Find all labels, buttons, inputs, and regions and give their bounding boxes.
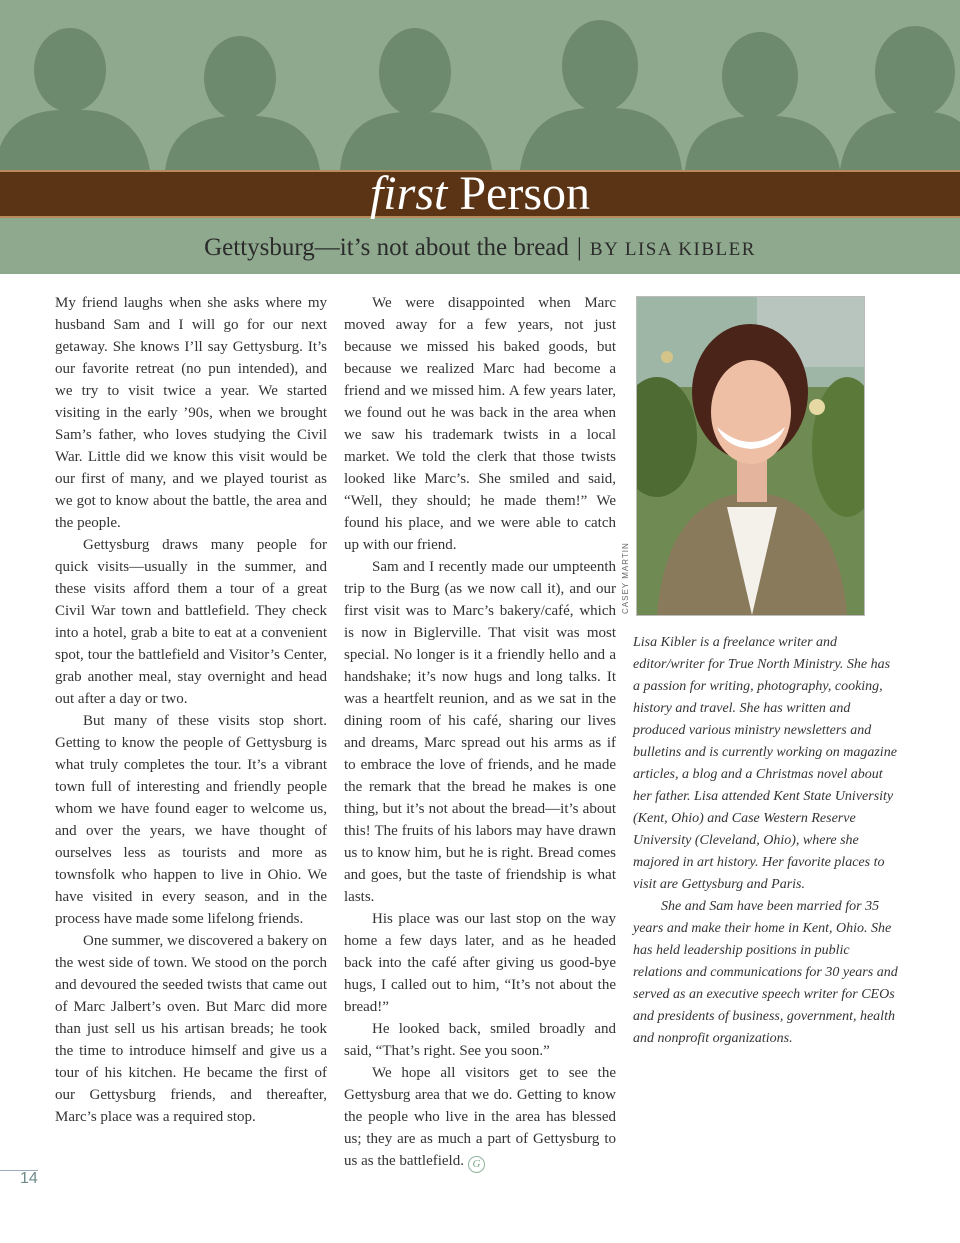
- paragraph: We were disappointed when Marc moved away for a few years, not just because we missed his baked goods, but because we realized Marc had become a friend and we missed him. A few years later, we found out he was back in the area when we saw his trademark twists in a local market. We told the clerk that those twists looked like Marc’s. She smiled and said, “Well, they should; he made them!” We found his place, and we were able to catch up with our friend.: [344, 295, 616, 553]
- paragraph: One summer, we discovered a bakery on the west side of town. We stood on the porch and devoured the seeded twists that came out of Marc Jalbert’s oven. But Marc did more than just sell us his artisan breads; he took the time to introduce himself and give us a tour of his kitchen. He became the first of our Gettysburg friends, and thereafter, Marc’s place was a required stop.: [55, 933, 327, 1125]
- silhouettes-illustration: [0, 0, 960, 170]
- headline-text: Gettysburg—it’s not about the bread: [204, 234, 569, 261]
- silhouette-1: [0, 28, 150, 170]
- paragraph: Gettysburg draws many people for quick visits—usually in the summer, and these visits afford them a tour of a great Civil War town and battlefield. They check into a hotel, grab a bite to eat at a convenient spot, tour the battlefield and Visitor’s Center, grab another meal, stay overnight and head out after a day or two.: [55, 537, 327, 707]
- paragraph: Sam and I recently made our umpteenth trip to the Burg (as we now call it), and our first visit was to Marc’s bakery/café, which is now in Biglerville. That visit was most special. No longer is it a friendly hello and a handshake; it’s now hugs and long talks. It was a heartfelt reunion, and as we sat in the dining room of his café, sharing our lives and dreams, Marc spread out his arms as if to embrace the love of friends, and he made the remark that the bread he makes is one thing, but it’s not about the bread—it’s about this! The fruits of his labors may have drawn us to know him, but he is right. Bread comes and goes, but the taste of friendship is what lasts.: [344, 559, 616, 905]
- paragraph: He looked back, smiled broadly and said, “That’s right. See you soon.”: [344, 1021, 616, 1059]
- section-title: [0, 166, 960, 222]
- silhouette-5: [685, 32, 840, 170]
- end-mark-icon: G: [468, 1156, 485, 1173]
- author-photo: [636, 296, 865, 616]
- paragraph-last: [344, 1062, 616, 1173]
- paragraph: His place was our last stop on the way home a few days later, and as he headed back into the café after giving us good-bye hugs, I called out to him, “It’s not about the bread!”: [344, 911, 616, 1015]
- bio-paragraph: She and Sam have been married for 35 years and make their home in Kent, Ohio. She has held leadership positions in public relations and communications for 30 years and served as an executive speech writer for CEOs and presidents of business, government, health and nonprofit organizations.: [633, 899, 898, 1046]
- silhouette-3: [340, 28, 492, 170]
- silhouette-6: [840, 26, 960, 170]
- paragraph-text: We hope all visitors get to see the Gettysburg area that we do. Getting to know the people who live in the area has blessed us; they are as much a part of Gettysburg to us as the battlefield.: [344, 1065, 616, 1169]
- paragraph: But many of these visits stop short. Getting to know the people of Gettysburg is what truly completes the tour. It’s a vibrant town full of interesting and friendly people whom we have found eager to welcome us, and over the years, we have thought of ourselves less as tourists and more as townsfolk who happen to live in Ohio. We have visited in every season, and in the process have made some lifelong friends.: [55, 713, 327, 927]
- silhouette-4: [520, 20, 682, 170]
- bio-paragraph: Lisa Kibler is a freelance writer and editor/writer for True North Ministry. She has a passion for writing, photography, cooking, history and travel. She has written and produced various ministry newsletters and bulletins and is currently working on magazine articles, a blog and a Christmas novel about her father. Lisa attended Kent State University (Kent, Ohio) and Case Western Reserve University (Cleveland, Ohio), where she majored in art history. Her favorite places to visit are Gettysburg and Paris.: [633, 635, 897, 892]
- headline-separator: |: [576, 234, 582, 261]
- title-rest: Person: [459, 167, 591, 220]
- title-italic: first: [369, 167, 448, 220]
- byline: BY LISA KIBLER: [589, 239, 756, 260]
- silhouette-2: [165, 36, 320, 170]
- page-number: 14: [20, 1170, 38, 1187]
- article-headline: [0, 234, 960, 262]
- paragraph: My friend laughs when she asks where my husband Sam and I will go for our next getaway. She knows I’ll say Gettysburg. It’s our favorite retreat (no pun intended), and we try to visit twice a year. We started visiting in the early ’90s, when we brought Sam’s father, who loves studying the Civil War. Little did we know this visit would be our first of many, and we played tourist as we got to know about the battle, the area and the people.: [55, 295, 327, 531]
- author-bio: [633, 632, 898, 1050]
- article-column-2: [344, 292, 616, 1173]
- article-column-1: [55, 292, 327, 1128]
- photo-credit: CASEY MARTIN: [621, 542, 630, 614]
